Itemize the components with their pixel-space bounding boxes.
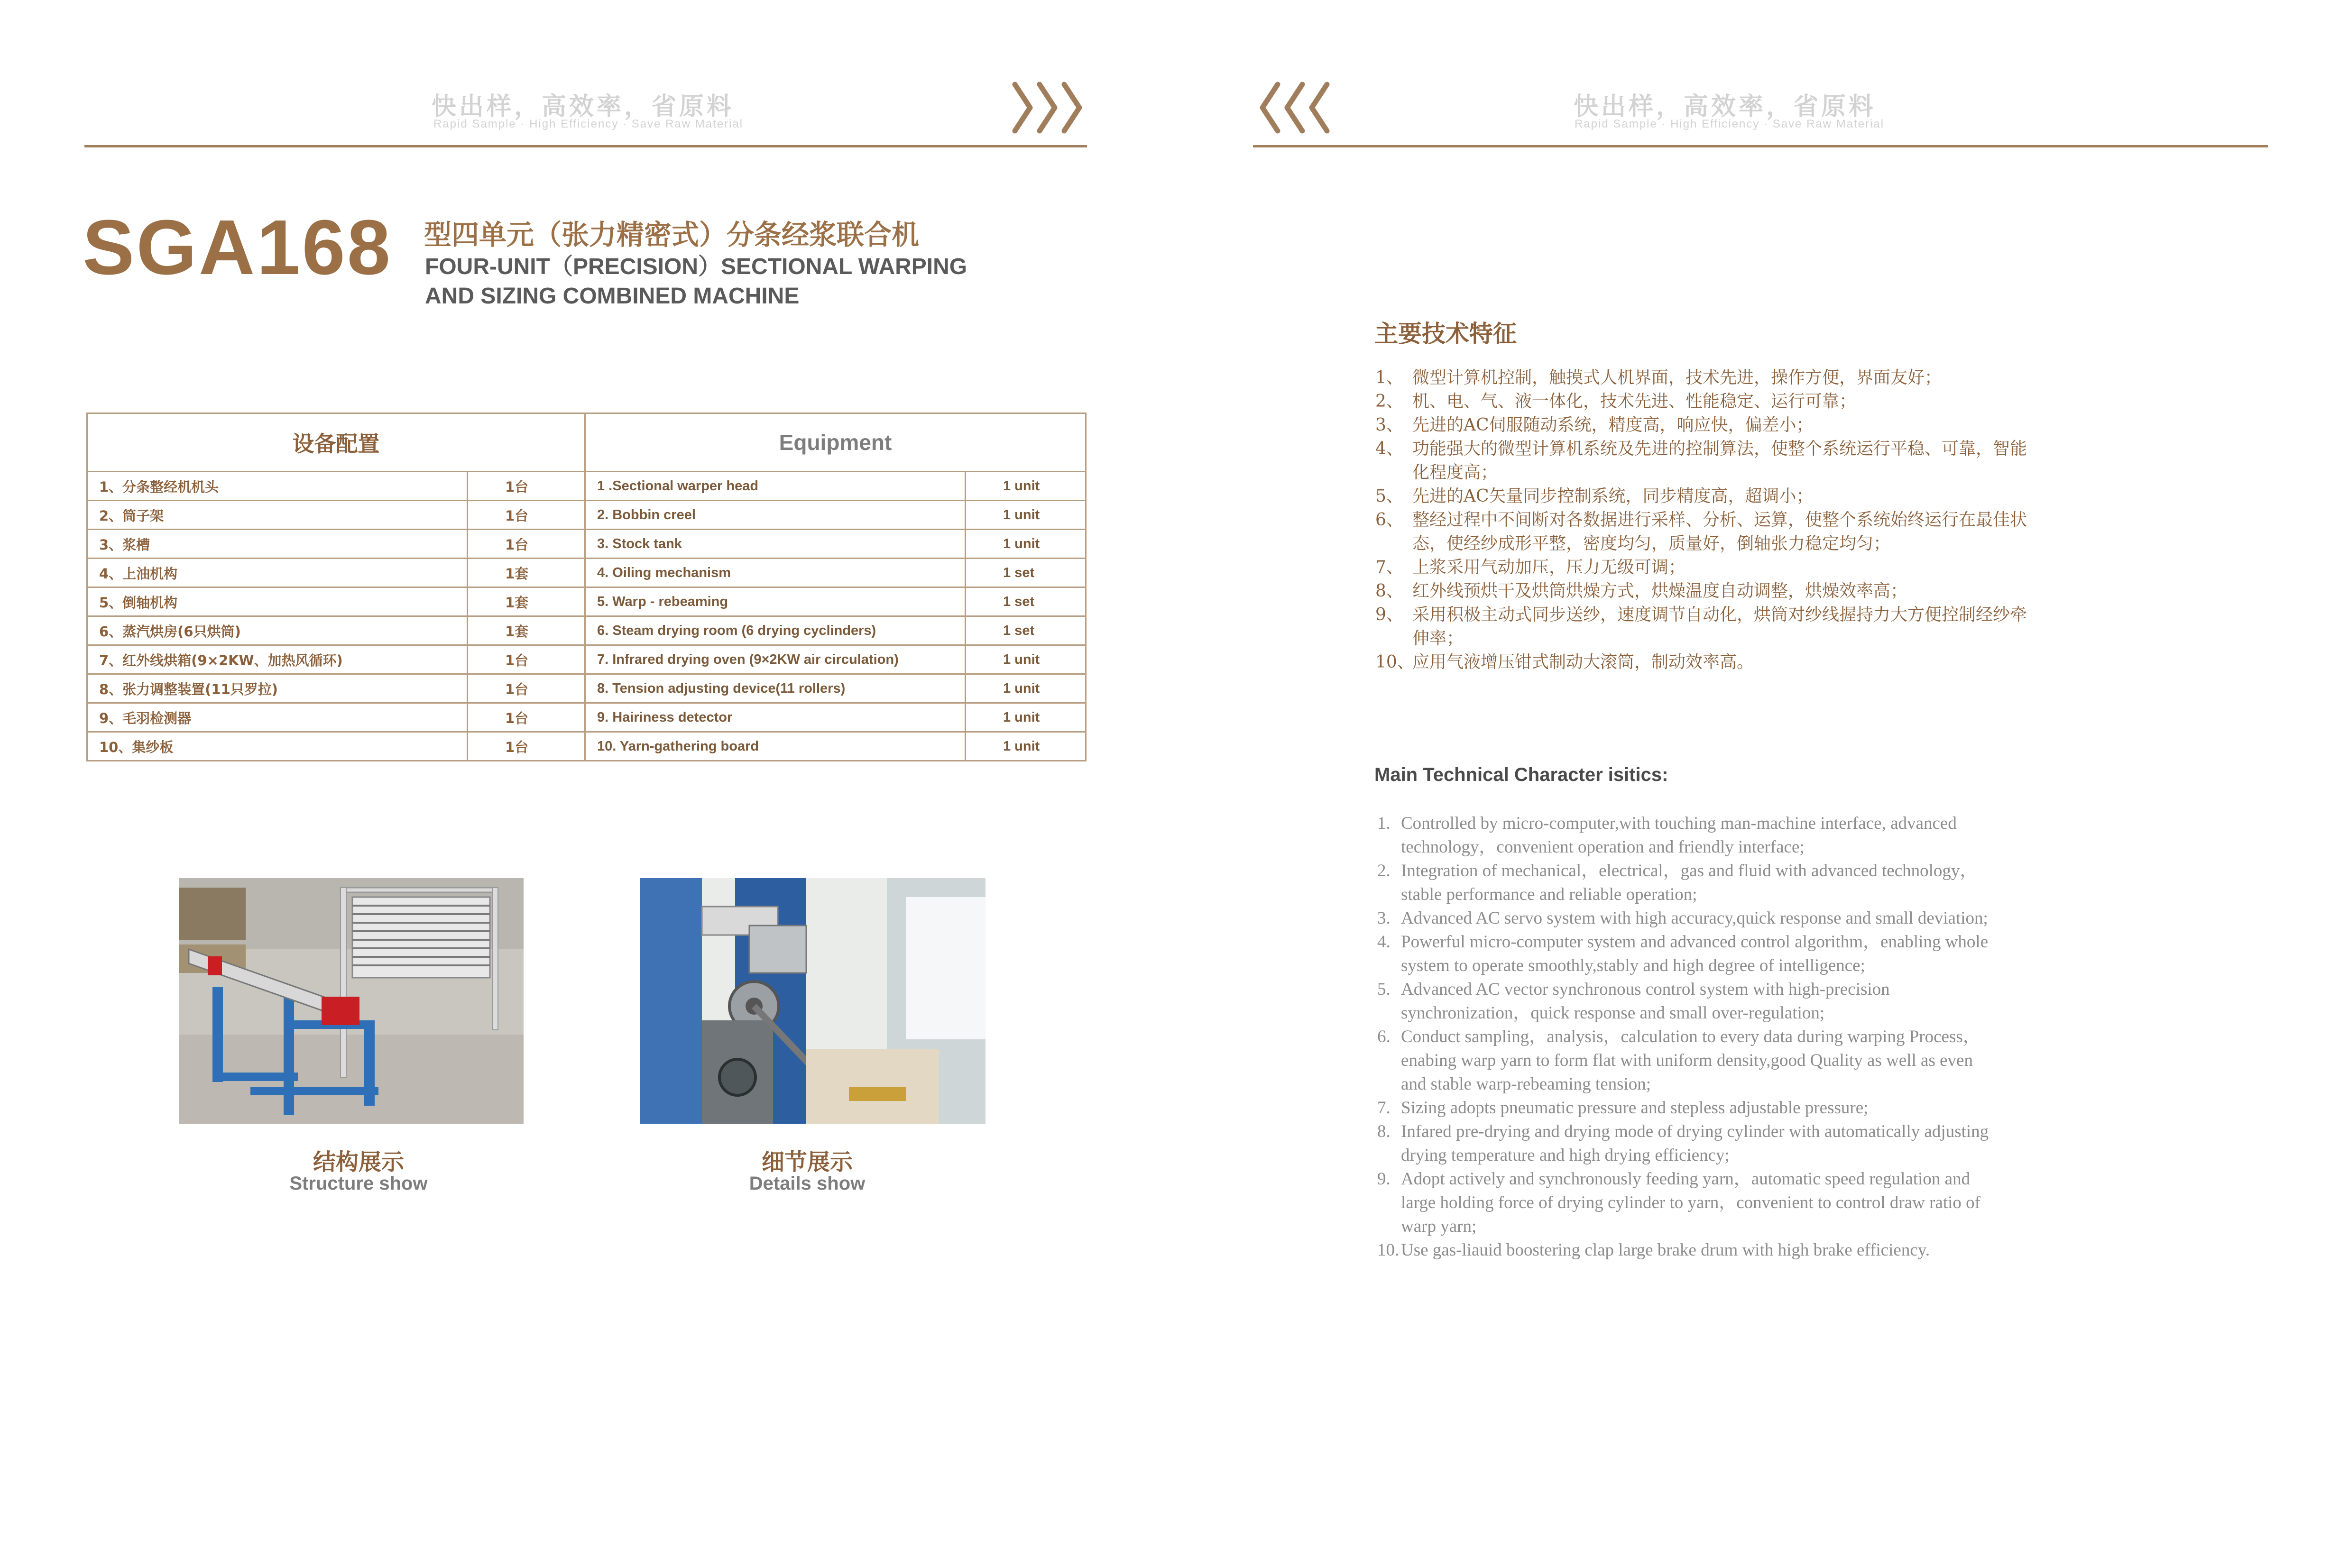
features-list-cn xyxy=(1375,366,2030,674)
item-name-cn: 3、浆槽 xyxy=(87,530,468,559)
list-item: 8. Infared pre-drying and drying mode of drying cylinder with automatically adjusting drying temperature and high drying efficiency; xyxy=(1377,1122,1989,1165)
item-qty-cn: 1台 xyxy=(468,472,585,501)
item-name-en: 10. Yarn-gathering board xyxy=(585,732,966,761)
table-row xyxy=(87,674,1086,703)
item-name-en: 4. Oiling mechanism xyxy=(585,559,966,587)
list-item: 1、 微型计算机控制，触摸式人机界面，技术先进，操作方便，界面友好； xyxy=(1375,368,1942,387)
header-rule-left xyxy=(84,145,1087,147)
title-english-line2: AND SIZING COMBINED MACHINE xyxy=(425,284,800,309)
equipment-table xyxy=(86,413,1087,761)
table-row xyxy=(87,501,1086,530)
item-qty-cn: 1台 xyxy=(468,530,585,559)
slogan-chinese-right: 快出样，高效率，省原料 xyxy=(1574,92,1877,121)
list-item: 3、 先进的AC伺服随动系统，精度高，响应快，偏差小； xyxy=(1375,415,1814,435)
item-qty-en: 1 set xyxy=(966,559,1086,587)
table-row xyxy=(87,559,1086,587)
table-row xyxy=(87,616,1086,645)
item-qty-cn: 1套 xyxy=(468,559,585,587)
slogan-chinese-left: 快出样，高效率，省原料 xyxy=(432,92,735,121)
item-qty-en: 1 unit xyxy=(966,530,1086,559)
item-qty-cn: 1台 xyxy=(468,732,585,761)
item-name-en: 5. Warp - rebeaming xyxy=(585,587,966,616)
table-row xyxy=(87,472,1086,501)
list-item: 2、 机、电、气、液一体化，技术先进、性能稳定、运行可靠； xyxy=(1375,392,1857,411)
item-qty-cn: 1套 xyxy=(468,587,585,616)
item-qty-cn: 1台 xyxy=(468,645,585,674)
item-name-cn: 6、蒸汽烘房(6只烘筒) xyxy=(87,616,468,645)
list-item: 6. Conduct sampling，analysis，calculation to every data during warping Process，enabing warp yarn to form flat with uniform density,good Quality as well as even and stable warp-rebeaming tension; xyxy=(1377,1027,1980,1094)
model-number: SGA168 xyxy=(83,204,393,291)
chevron-left-icon xyxy=(1256,80,1332,136)
item-name-cn: 7、红外线烘箱(9×2KW、加热风循环) xyxy=(87,645,468,674)
features-heading-en: Main Technical Character isitics: xyxy=(1374,764,1668,785)
list-item: 4. Powerful micro-computer system and advanced control algorithm，enabling whole system to operate smoothly,stably and high degree of intelligence; xyxy=(1377,932,1989,975)
item-name-cn: 4、上油机构 xyxy=(87,559,468,587)
item-name-en: 8. Tension adjusting device(11 rollers) xyxy=(585,674,966,703)
item-name-en: 6. Steam drying room (6 drying cyclinders) xyxy=(585,616,966,645)
features-list-en xyxy=(1377,812,1994,1262)
table-header-row xyxy=(87,413,1086,472)
table-row xyxy=(87,587,1086,616)
item-qty-en: 1 unit xyxy=(966,501,1086,530)
item-name-cn: 9、毛羽检测器 xyxy=(87,703,468,732)
list-item: 5、 先进的AC矢量同步控制系统，同步精度高，超调小； xyxy=(1375,486,1814,506)
title-english-line1: FOUR-UNIT（PRECISION）SECTIONAL WARPING xyxy=(425,254,967,279)
chevron-right-icon xyxy=(1010,80,1086,136)
list-item: 2. Integration of mechanical，electrical，gas and fluid with advanced technology，stable performance and reliable operation; xyxy=(1377,861,1978,904)
item-name-cn: 10、集纱板 xyxy=(87,732,468,761)
title-chinese: 型四单元（张力精密式）分条经浆联合机 xyxy=(424,219,920,251)
list-item: 1. Controlled by micro-computer,with touching man-machine interface, advanced technology，convenient operation and friendly interface; xyxy=(1377,814,1957,857)
table-row xyxy=(87,530,1086,559)
structure-photo xyxy=(179,878,524,1124)
table-row xyxy=(87,645,1086,674)
details-photo xyxy=(640,878,985,1124)
item-name-en: 1 .Sectional warper head xyxy=(585,472,966,501)
caption-details-en: Details show xyxy=(749,1173,866,1194)
list-item: 4、 功能强大的微型计算机系统及先进的控制算法，使整个系统运行平稳、可靠，智能化程度高； xyxy=(1375,439,2027,482)
list-item: 8、 红外线预烘干及烘筒烘燥方式，烘燥温度自动调整，烘燥效率高； xyxy=(1375,581,1908,601)
item-name-cn: 1、分条整经机机头 xyxy=(87,472,468,501)
item-name-en: 7. Infrared drying oven (9×2KW air circulation) xyxy=(585,645,966,674)
item-qty-cn: 1台 xyxy=(468,501,585,530)
item-qty-en: 1 unit xyxy=(966,703,1086,732)
list-item: 9. Adopt actively and synchronously feeding yarn，automatic speed regulation and large holding force of drying cylinder to yarn，convenient to control draw ratio of warp yarn; xyxy=(1377,1169,1980,1236)
list-item: 3. Advanced AC servo system with high accuracy,quick response and small deviation; xyxy=(1377,908,1988,928)
list-item: 10. Use gas-liauid boostering clap large brake drum with high brake efficiency. xyxy=(1377,1240,1930,1260)
item-qty-en: 1 unit xyxy=(966,732,1086,761)
item-qty-en: 1 unit xyxy=(966,674,1086,703)
item-name-cn: 8、张力调整装置(11只罗拉) xyxy=(87,674,468,703)
list-item: 7、 上浆采用气动加压，压力无级可调； xyxy=(1375,558,1686,577)
item-qty-cn: 1台 xyxy=(468,703,585,732)
list-item: 7. Sizing adopts pneumatic pressure and stepless adjustable pressure; xyxy=(1377,1098,1869,1118)
item-qty-en: 1 set xyxy=(966,587,1086,616)
table-row xyxy=(87,732,1086,761)
features-heading-cn: 主要技术特征 xyxy=(1374,320,1517,348)
list-item: 9、 采用积极主动式同步送纱，速度调节自动化，烘筒对纱线握持力大方便控制经纱牵伸率； xyxy=(1375,605,2027,648)
slogan-english-left: Rapid Sample · High Efficiency · Save Raw Material xyxy=(433,118,744,130)
item-qty-cn: 1台 xyxy=(468,674,585,703)
caption-details-cn: 细节展示 xyxy=(761,1149,853,1175)
item-name-en: 3. Stock tank xyxy=(585,530,966,559)
item-qty-cn: 1套 xyxy=(468,616,585,645)
header-rule-right xyxy=(1253,145,2268,147)
item-name-cn: 2、筒子架 xyxy=(87,501,468,530)
caption-structure-en: Structure show xyxy=(289,1173,428,1194)
table-row xyxy=(87,703,1086,732)
list-item: 5. Advanced AC vector synchronous control system with high-precision synchronization，quick response and small over-regulation; xyxy=(1377,980,1890,1023)
caption-structure-cn: 结构展示 xyxy=(313,1149,404,1175)
slogan-english-right: Rapid Sample · High Efficiency · Save Raw Material xyxy=(1575,118,1885,130)
item-qty-en: 1 unit xyxy=(966,645,1086,674)
item-qty-en: 1 set xyxy=(966,616,1086,645)
item-name-en: 9. Hairiness detector xyxy=(585,703,966,732)
item-name-en: 2. Bobbin creel xyxy=(585,501,966,530)
list-item: 6、 整经过程中不间断对各数据进行采样、分析、运算，使整个系统始终运行在最佳状态，使经纱成形平整，密度均匀，质量好，倒轴张力稳定均匀； xyxy=(1375,510,2027,553)
table-header-chinese: 设备配置 xyxy=(87,413,585,472)
table-header-english: Equipment xyxy=(585,413,1086,472)
item-qty-en: 1 unit xyxy=(966,472,1086,501)
item-name-cn: 5、倒轴机构 xyxy=(87,587,468,616)
list-item: 10、 应用气液增压钳式制动大滚筒，制动效率高。 xyxy=(1375,652,1754,672)
